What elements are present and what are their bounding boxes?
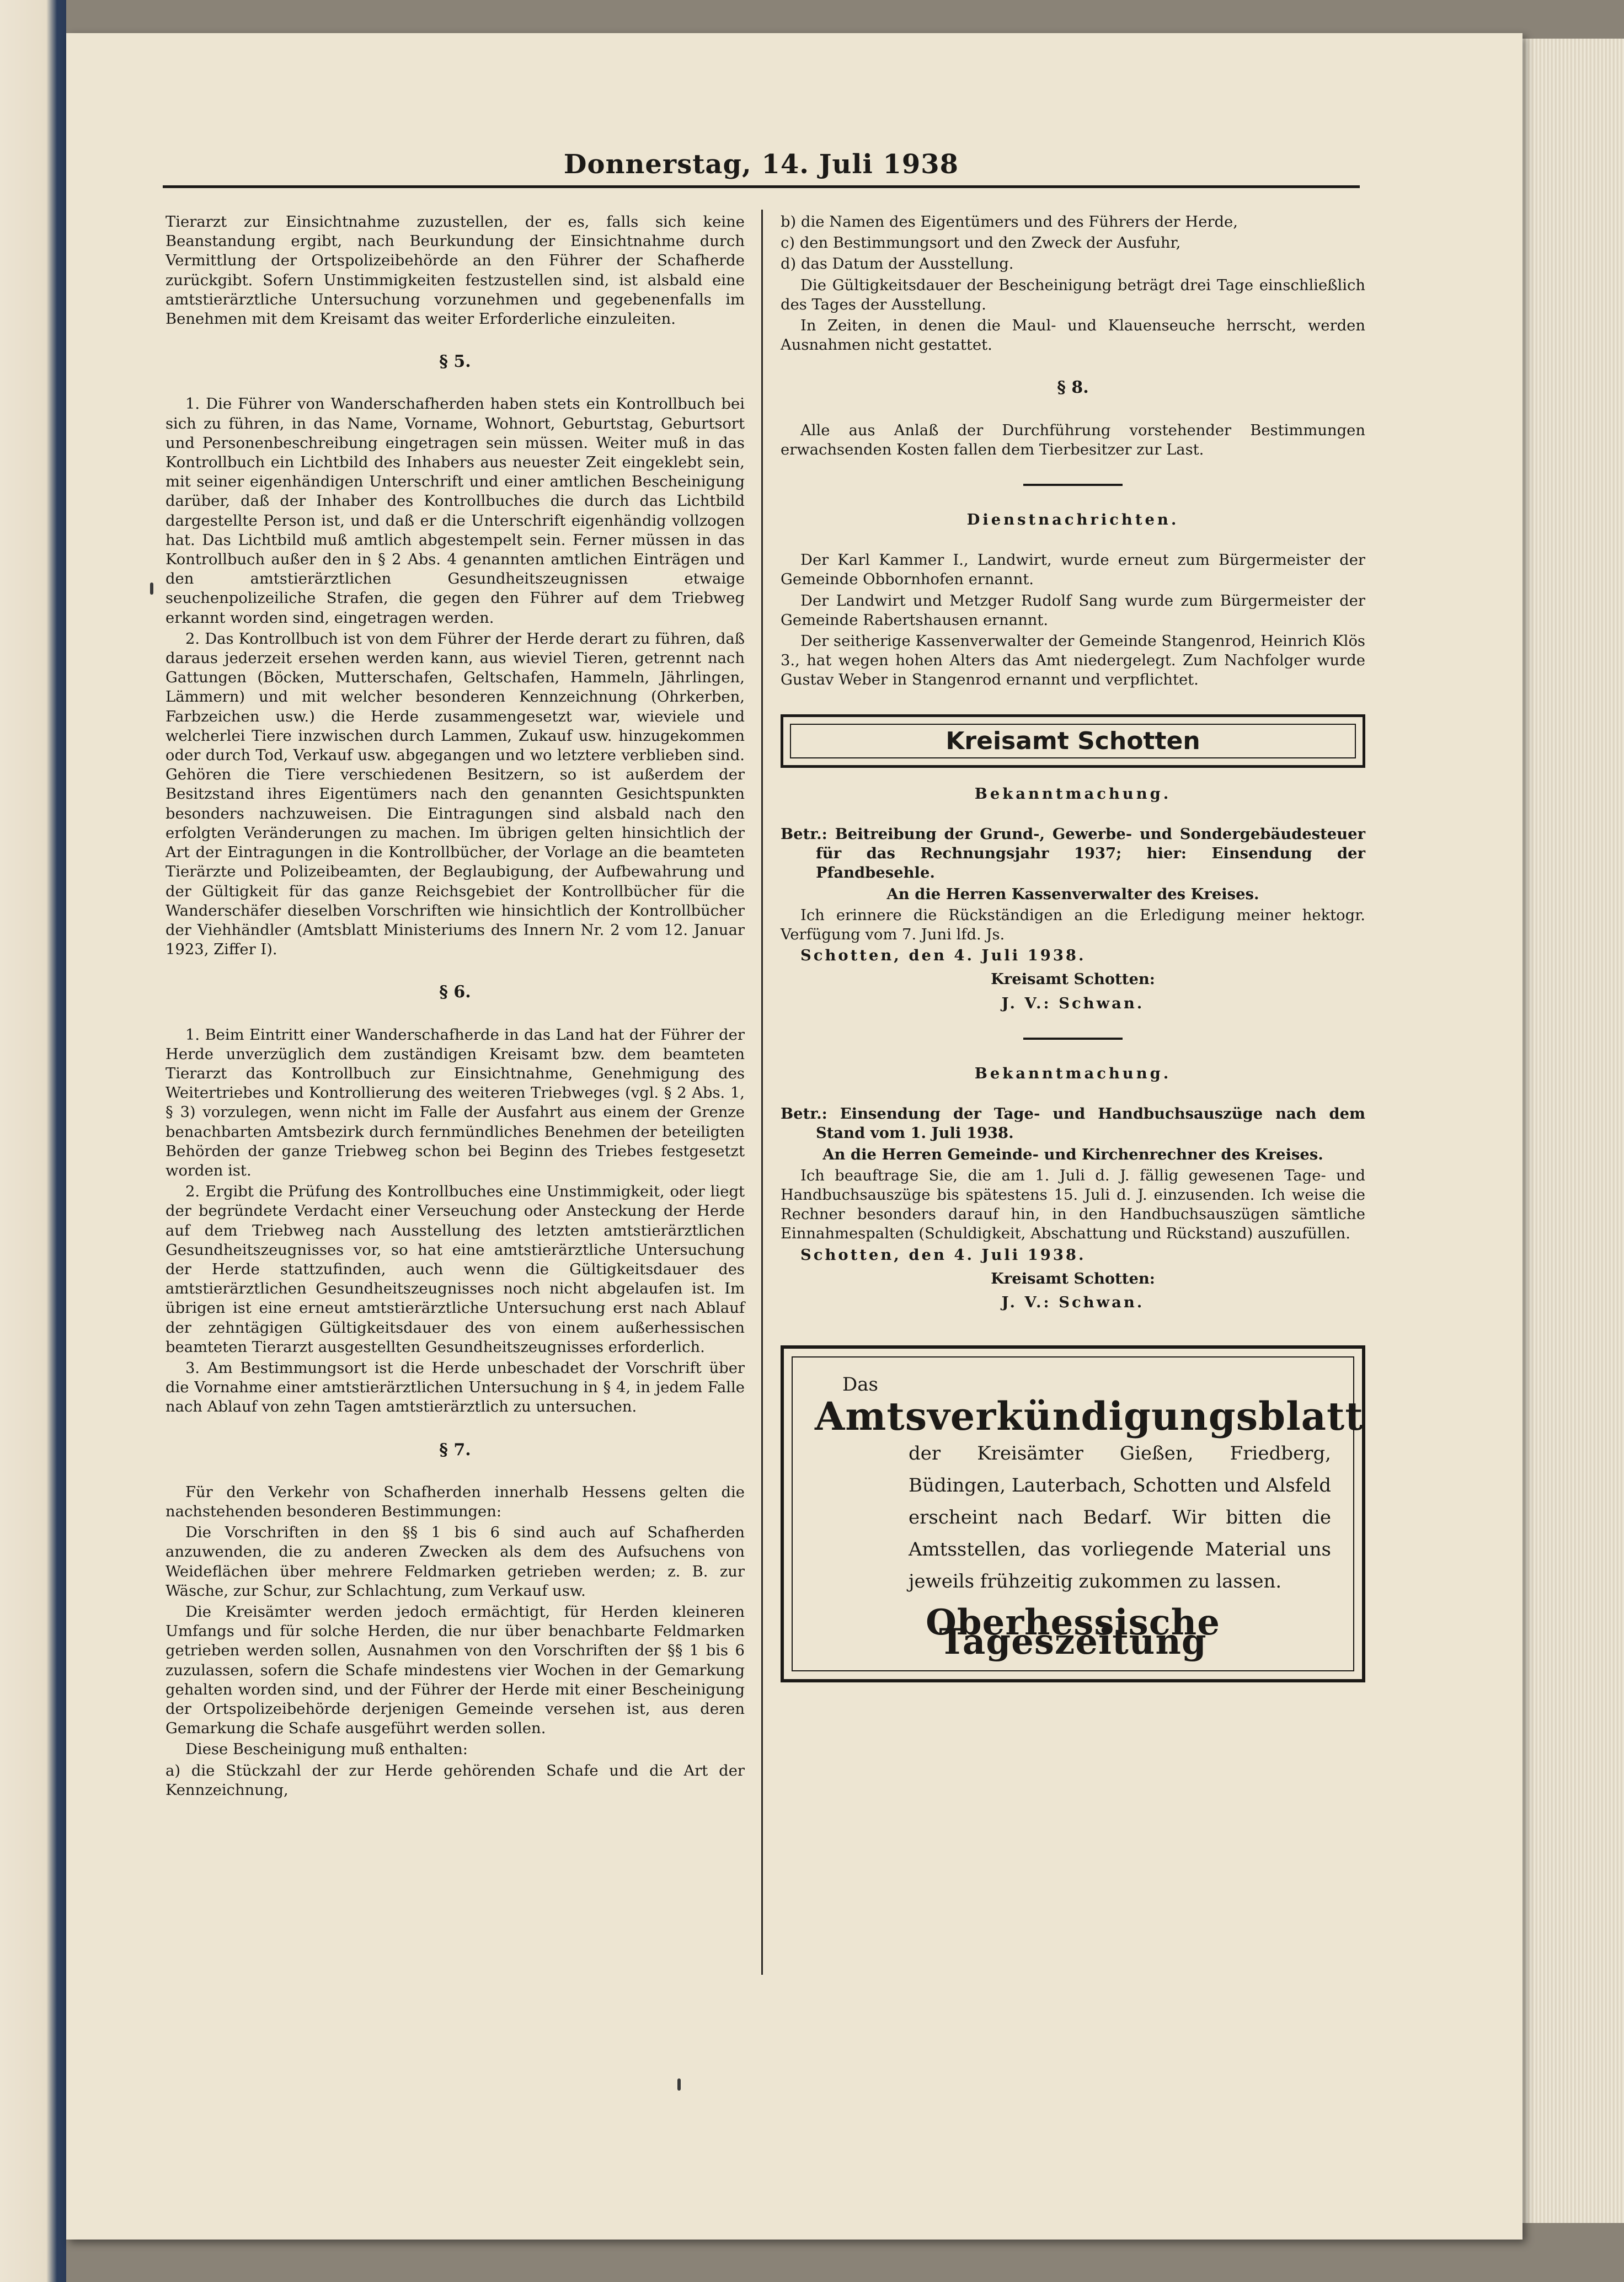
section-7-heading: § 7. bbox=[439, 1440, 471, 1460]
bekanntmachung-2-text: Ich beauftrage Sie, die am 1. Juli d. J. fällig gewesenen Tage- und Handbuchsauszüge bis spätestens 15. Juli d. J. einzusenden. Ich weise die Rechner besonders darauf hin, in den Handbuchsauszügen sämtliche Einnahmespalten (Schuldigkeit, Abschattung und Rückstand) auszufüllen. bbox=[781, 1167, 1365, 1243]
advertisement-inner bbox=[792, 1356, 1364, 1671]
bekanntmachung-2-place-date: Schotten, den 4. Juli 1938. bbox=[800, 1246, 1086, 1264]
kreisamt-box-title: Kreisamt Schotten bbox=[790, 724, 1356, 758]
bekanntmachung-1-signature: J. V.: Schwan. bbox=[1001, 994, 1145, 1012]
bekanntmachung-2-heading: Bekanntmachung. bbox=[974, 1064, 1172, 1082]
section-6-paragraph-2: 2. Ergibt die Prüfung des Kontrollbuches eine Unstimmigkeit, oder liegt der begründete Verdacht einer Verseuchung oder Ansteckung der Herde auf dem Triebweg nach Ausstellung des letzten amtstierärztlichen Gesundheitszeugnisses vor, so hat eine amtstierärztliche Untersuchung der Herde stattzufinden, auch wenn die Gültigkeitsdauer des amtstierärztlichen Gesundheitszeugnisses noch nicht abgelaufen ist. Im übrigen ist eine erneut amtstierärztliche Untersuchung erst nach Ablauf der zehntägigen Gültigkeitsdauer des von einem außerhessischen beamteten Tierarzt ausgestellten Gesundheitszeugnisses erforderlich. bbox=[165, 1183, 745, 1356]
validity-paragraph-2: In Zeiten, in denen die Maul- und Klauenseuche herrscht, werden Ausnahmen nicht gestattet. bbox=[781, 317, 1365, 354]
ad-newspaper-name: Oberhessische Tageszeitung bbox=[926, 1601, 1220, 1663]
column-divider bbox=[761, 210, 763, 1975]
validity-paragraph-1: Die Gültigkeitsdauer der Bescheinigung beträgt drei Tage einschließlich des Tages der Ausstellung. bbox=[781, 276, 1365, 313]
bekanntmachung-2-address: An die Herren Gemeinde- und Kirchenrechner des Kreises. bbox=[822, 1145, 1323, 1163]
bekanntmachung-1-place-date: Schotten, den 4. Juli 1938. bbox=[800, 947, 1086, 965]
section-8-heading: § 8. bbox=[1057, 378, 1089, 398]
bekanntmachung-1-text: Ich erinnere die Rückständigen an die Erledigung meiner hektogr. Verfügung vom 7. Juni lfd. Js. bbox=[781, 906, 1365, 944]
section-5-heading: § 5. bbox=[439, 352, 471, 372]
section-8-paragraph: Alle aus Anlaß der Durchführung vorstehender Bestimmungen erwachsenden Kosten fallen dem Tierbesitzer zur Last. bbox=[781, 421, 1365, 458]
section-7-list-a: a) die Stückzahl der zur Herde gehörenden Schafe und die Art der Kennzeichnung, bbox=[165, 1762, 745, 1799]
dienst-paragraph-1: Der Karl Kammer I., Landwirt, wurde erneut zum Bürgermeister der Gemeinde Obbornhofen ernannt. bbox=[781, 552, 1365, 589]
ad-body: der Kreisämter Gießen, Friedberg, Büdingen, Lauterbach, Schotten und Alsfeld erscheint nach Bedarf. Wir bitten die Amtsstellen, das vorliegende Material uns jeweils frühzeitig zukommen zu lassen. bbox=[909, 1442, 1331, 1592]
section-7-paragraph-2: Die Vorschriften in den §§ 1 bis 6 sind auch auf Schafherden anzuwenden, die zu anderen Zwecken als dem des Aufsuchens von Weideflächen über mehrere Feldmarken getrieben werden; z. B. zur Wäsche, zur Schur, zur Schlachtung, zum Verkauf usw. bbox=[165, 1524, 745, 1600]
bekanntmachung-1-office: Kreisamt Schotten: bbox=[991, 970, 1155, 988]
bekanntmachung-1-betr: Betr.: Beitreibung der Grund-, Gewerbe- und Sondergebäudesteuer für das Rechnungsjahr 1937; hier: Einsendung der Pfandbesehle. bbox=[781, 825, 1365, 882]
bekanntmachung-2-betr: Betr.: Einsendung der Tage- und Handbuchsauszüge nach dem Stand vom 1. Juli 1938. bbox=[781, 1105, 1365, 1142]
dienst-paragraph-2: Der Landwirt und Metzger Rudolf Sang wurde zum Bürgermeister der Gemeinde Rabertshausen ernannt. bbox=[781, 592, 1365, 629]
kreisamt-box bbox=[781, 714, 1365, 768]
intro-paragraph: Tierarzt zur Einsichtnahme zuzustellen, der es, falls sich keine Beanstandung ergibt, nach Beurkundung der Einsichtnahme durch Vermittlung der Ortspolizeibehörde an den Führer der Schafherde zurückgibt. Sofern Unstimmigkeiten festzustellen sind, ist alsbald eine amtstierärztliche Untersuchung vorzunehmen und gegebenenfalls im Benehmen mit dem Kreisamt das weiter Erforderliche einzuleiten. bbox=[165, 213, 745, 328]
advertisement-box bbox=[781, 1345, 1365, 1682]
list-item-b: b) die Namen des Eigentümers und des Führers der Herde, bbox=[781, 213, 1238, 231]
separator-rule-2 bbox=[1023, 1038, 1123, 1040]
book-binding-edge bbox=[0, 0, 66, 2282]
bekanntmachung-1-heading: Bekanntmachung. bbox=[974, 784, 1172, 803]
section-7-paragraph-1: Für den Verkehr von Schafherden innerhalb Hessens gelten die nachstehenden besonderen Bestimmungen: bbox=[165, 1483, 745, 1520]
ad-title: Amtsverkündigungsblatt bbox=[815, 1393, 1364, 1440]
bekanntmachung-1-address: An die Herren Kassenverwalter des Kreises. bbox=[886, 885, 1259, 903]
separator-rule bbox=[1023, 484, 1123, 486]
pencil-mark bbox=[150, 582, 153, 595]
dienst-paragraph-3: Der seitherige Kassenverwalter der Gemeinde Stangenrod, Heinrich Klös 3., hat wegen hohen Alters das Amt niedergelegt. Zum Nachfolger wurde Gustav Weber in Stangenrod ernannt und verpflichtet. bbox=[781, 633, 1365, 689]
page-stack-edge bbox=[1517, 39, 1624, 2223]
ad-article: Das bbox=[842, 1374, 878, 1396]
pencil-mark bbox=[677, 2078, 681, 2091]
dienstnachrichten-heading: Dienstnachrichten. bbox=[966, 511, 1179, 529]
section-5-paragraph-1: 1. Die Führer von Wanderschafherden haben stets ein Kontrollbuch bei sich zu führen, in das Name, Vorname, Wohnort, Geburtstag, Geburtsort und Personenbeschreibung eingetragen sein müssen. Weiter muß in das Kontrollbuch ein Lichtbild des Inhabers aus neuester Zeit eingeklebt sein, mit seiner eigenhändigen Unterschrift und einer amtlichen Bescheinigung darüber, daß der Inhaber des Kontrollbuches die durch das Lichtbild dargestellte Person ist, und daß er die Unterschrift eigenhändig vollzogen hat. Das Lichtbild muß amtlich abgestempelt sein. Ferner müssen in das Kontrollbuch außer den in § 2 Abs. 4 genannten amtlichen Einträgen und den amtstierärztlichen Gesundheitszeugnissen etwaige seuchenpolizeiliche Strafen, die gegen den Führer auf dem Triebweg erkannt worden sind, eingetragen werden. bbox=[165, 396, 745, 627]
section-6-heading: § 6. bbox=[439, 982, 471, 1002]
section-5-paragraph-2: 2. Das Kontrollbuch ist von dem Führer der Herde derart zu führen, daß daraus jederzeit ersehen werden kann, aus wieviel Tieren, getrennt nach Gattungen (Böcken, Mutterschafen, Geltschafen, Hammeln, Jährlingen, Lämmern) und mit welcher besonderen Kennzeichnung (Ohrkerben, Farbzeichen usw.) die Herde zusammengesetzt war, wieviele und welcherlei Tiere inzwischen durch Lammen, Zukauf usw. hinzugekommen oder durch Tod, Verkauf usw. abgegangen und wo letztere verblieben sind. Gehören die Tiere verschiedenen Besitzern, so ist außerdem der Besitzstand ihres Eigentümers nach den genannten Gesichtspunkten besonders nachzuweisen. Die Eintragungen sind alsbald nach den erfolgten Veränderungen zu machen. Im übrigen gelten hinsichtlich der Art der Eintragungen in die Kontrollbücher, der Vorlage an die beamteten Tierärzte und Polizeibeamten, der Beglaubigung, der Aufbewahrung und der Gültigkeit für das ganze Reichsgebiet der Kontrollbücher für die Wanderschäfer dieselben Vorschriften wie hinsichtlich der Kontrollbücher der Viehhändler (Amtsblatt Ministeriums des Innern Nr. 2 vom 12. Januar 1923, Ziffer I). bbox=[165, 630, 745, 959]
bekanntmachung-2-office: Kreisamt Schotten: bbox=[991, 1269, 1155, 1287]
list-item-d: d) das Datum der Ausstellung. bbox=[781, 255, 1014, 273]
section-6-paragraph-3: 3. Am Bestimmungsort ist die Herde unbeschadet der Vorschrift über die Vornahme einer amtstierärztlichen Untersuchung in § 4, in jedem Falle nach Ablauf von zehn Tagen amtstierärztlich zu untersuchen. bbox=[165, 1359, 745, 1416]
section-7-paragraph-3: Die Kreisämter werden jedoch ermächtigt, für Herden kleineren Umfangs und für solche Herden, die nur über benachbarte Feldmarken getrieben werden sollen, Ausnahmen von den Vorschriften der §§ 1 bis 6 zuzulassen, sofern die Schafe mindestens vier Wochen in der Gemarkung gehalten worden sind, und der Führer der Herde mit einer Bescheinigung der Ortspolizeibehörde derjenigen Gemeinde versehen ist, aus deren Gemarkung die Schafe ausgeführt werden sollen. bbox=[165, 1604, 745, 1738]
section-6-paragraph-1: 1. Beim Eintritt einer Wanderschafherde in das Land hat der Führer der Herde unverzüglich dem zuständigen Kreisamt bzw. dem beamteten Tierarzt das Kontrollbuch zur Einsichtnahme, Genehmigung des Weitertriebes und Kontrollierung des weiteren Triebweges (vgl. § 2 Abs. 1, § 3) vorzulegen, wenn nicht im Falle der Ausfahrt aus einem der Grenze benachbarten Amtsbezirk durch fernmündliches Benehmen der beteiligten Behörden der ganze Triebweg schon bei Beginn des Triebes festgesetzt worden ist. bbox=[165, 1026, 745, 1179]
page-date-header: Donnerstag, 14. Juli 1938 bbox=[563, 149, 959, 180]
left-column bbox=[165, 212, 745, 1802]
bekanntmachung-2-signature: J. V.: Schwan. bbox=[1001, 1293, 1145, 1311]
header-rule bbox=[163, 185, 1360, 188]
right-column bbox=[781, 212, 1365, 1682]
section-7-paragraph-4: Diese Bescheinigung muß enthalten: bbox=[185, 1741, 468, 1759]
list-item-c: c) den Bestimmungsort und den Zweck der Ausfuhr, bbox=[781, 234, 1181, 252]
